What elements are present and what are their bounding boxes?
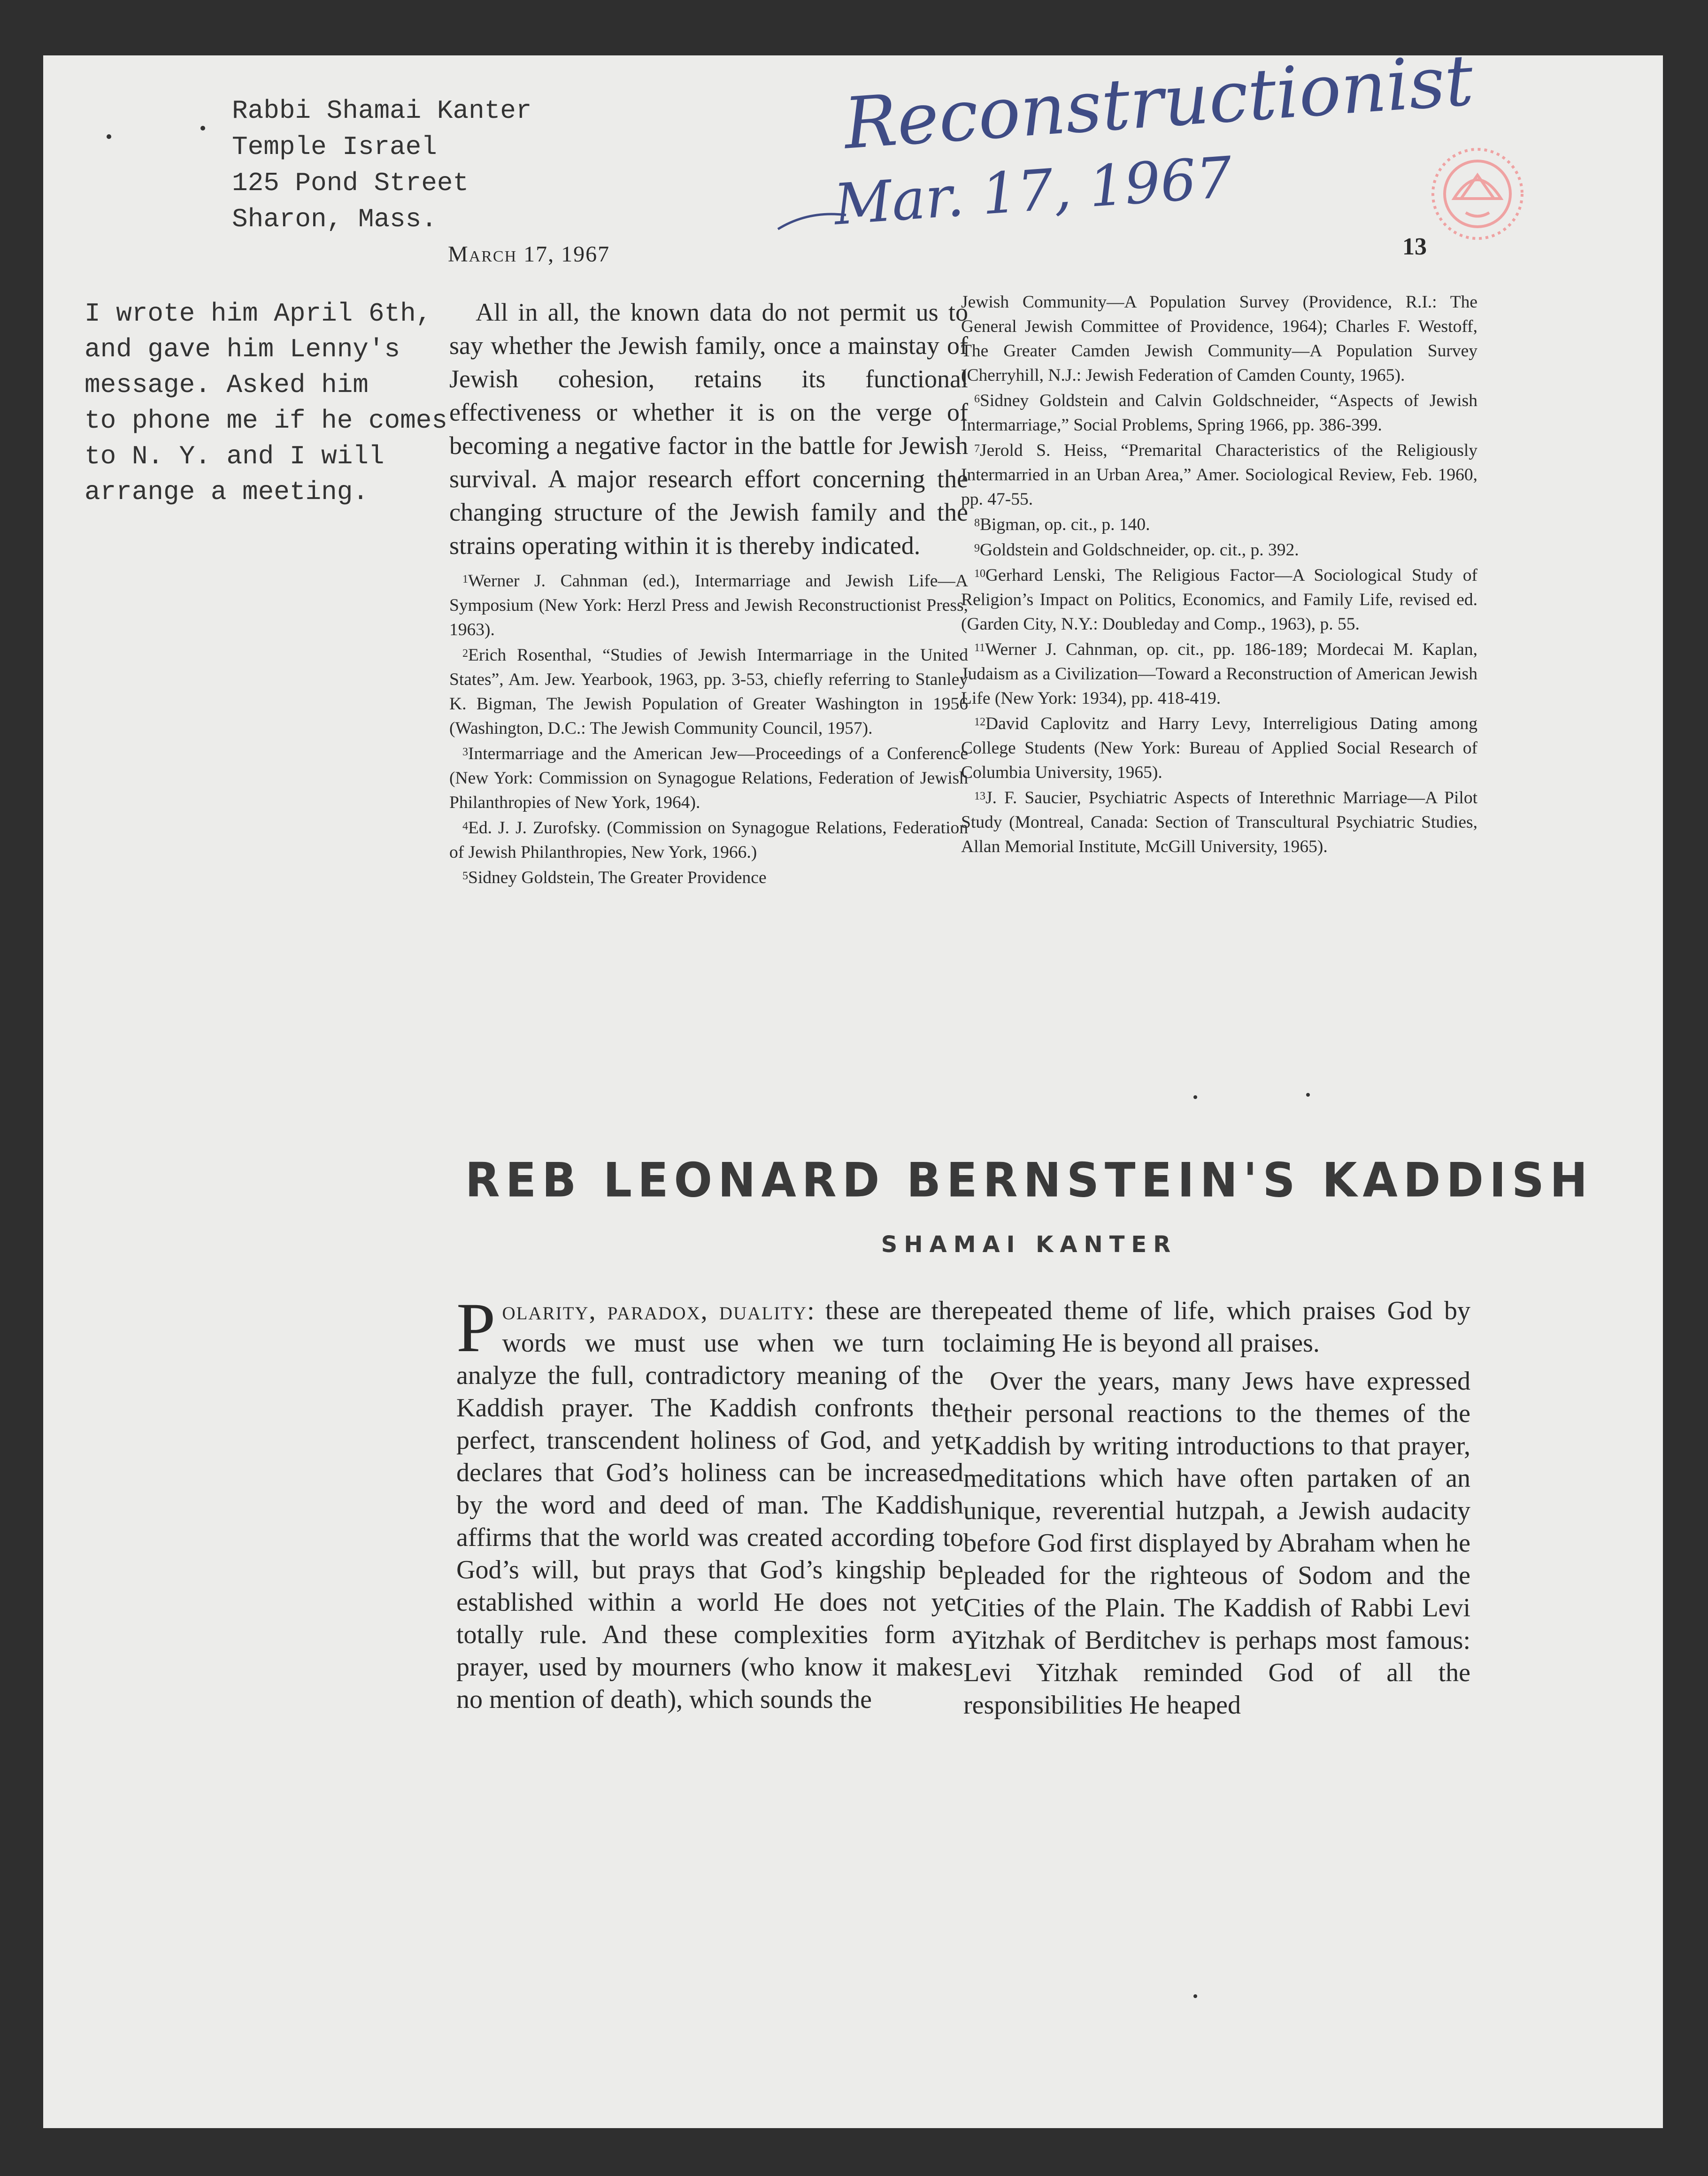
address-line: 125 Pond Street [232,168,469,198]
article-text: these are the words we must use when we turn to analyze the full, contradictory meaning of the Kaddish prayer. The Kaddish confronts the perfect, transcendent holiness of God, and yet declares that God’s holiness can be increased by the word and deed of man. The Kaddish affirms that the world was created according to God’s will, but prays that God’s kingship be established within a world He does not yet totally rule. And these complexities form a prayer, used by mourners (who know it makes no mention of death), which sounds the [456,1296,963,1714]
footnote-2: $^2$Erich Rosenthal, “Studies of Jewish Intermarriage in the United States”, Am. Jew. Yearbook, 1963, pp. 3-53, chiefly referring to Stanley K. Bigman, The Jewish Population of Greater Washington in 1956 (Washington, D.C.: The Jewish Community Council, 1957). [449,646,968,738]
address-line: Rabbi Shamai Kanter [232,96,532,126]
footnote-8: $^8$Bigman, op. cit., p. 140. [974,515,1150,534]
footnote-3: $^3$Intermarriage and the American Jew—Proceedings of a Conference (New York: Commission on Synagogue Relations, Federation of Jewish Philanthropies of New York, 1964). [449,744,968,812]
margin-note [85,296,447,510]
article-title: REB LEONARD BERNSTEIN'S KADDISH [465,1153,1593,1208]
page-number: 13 [1402,233,1427,260]
footnote-13: $^{13}$J. F. Saucier, Psychiatric Aspects of Interethnic Marriage—A Pilot Study (Montreal, Canada: Section of Transcultural Psychiatric Studies, Allan Memorial Institute, McGill University, 1965). [961,788,1477,856]
footnote-1: $^1$Werner J. Cahnman (ed.), Intermarriage and Jewish Life—A Symposium (New York: Herzl Press and Jewish Reconstructionist Press, 1963). [449,571,968,639]
margin-note-line: and gave him Lenny's [85,334,400,364]
drop-cap: P [456,1289,496,1367]
article-opening [456,1289,963,1716]
margin-note-line: arrange a meeting. [85,477,369,507]
footnote-9: $^9$Goldstein and Goldschneider, op. cit., p. 392. [974,540,1299,560]
footnote-4: $^4$Ed. J. J. Zurofsky. (Commission on Synagogue Relations, Federation of Jewish Philanthropies, New York, 1966.) [449,818,968,862]
footnotes-left [449,569,968,890]
margin-note-line: to phone me if he comes [85,406,447,436]
pen-stroke [776,206,851,234]
ink-mark [200,126,205,131]
ink-mark [1193,1994,1197,1998]
address-line: Temple Israel [232,132,437,162]
footnote-6: $^6$Sidney Goldstein and Calvin Goldschneider, “Aspects of Jewish Intermarriage,” Social Problems, Spring 1966, pp. 386-399. [961,391,1477,435]
article-column-2 [963,1295,1470,1722]
margin-note-line: I wrote him April 6th, [85,299,432,329]
ink-mark [107,134,111,139]
footnote-7: $^7$Jerold S. Heiss, “Premarital Characteristics of the Religiously Intermarried in an Urban Area,” Amer. Sociological Review, Feb. 1960, pp. 47-55. [961,441,1477,509]
article-paragraph: repeated theme of life, which praises God by claiming He is beyond all praises. [963,1296,1470,1358]
article-column-1 [456,1289,963,1716]
document-page [43,39,1663,2128]
left-column [449,296,968,891]
handwritten-date: Mar. 17, 1967 [832,145,1234,238]
article-paragraph: Over the years, many Jews have expressed their personal reactions to the themes of the Kaddish by writing introductions to that prayer, meditations which have often partaken of an unique, reverential hutzpah, a Jewish audacity before God first displayed by Abraham when he pleaded for the righteous of Sodom and the Cities of the Plain. The Kaddish of Rabbi Levi Yitzhak of Berditchev is perhaps most famous: Levi Yitzhak reminded God of all the responsibilities He heaped [963,1367,1470,1720]
margin-note-line: to N. Y. and I will [85,441,385,471]
footnote-5: $^5$Sidney Goldstein, The Greater Providence [462,868,767,887]
margin-note-line: message. Asked him [85,370,369,400]
issue-date: March 17, 1967 [448,242,610,267]
closing-paragraph: All in all, the known data do not permit us to say whether the Jewish family, once a mainstay of Jewish cohesion, retains its functional effectiveness or whether it is on the verge of becoming a negative factor in the battle for Jewish survival. A major research effort concerning the changing structure of the Jewish family and the strains operating within it is thereby indicated. [449,298,968,560]
footnote-5-continued: Jewish Community—A Population Survey (Providence, R.I.: The General Jewish Committee of Providence, 1964); Charles F. Westoff, The Greater Camden Jewish Community—A Population Survey (Cherryhill, N.J.: Jewish Federation of Camden County, 1965). [961,292,1477,385]
footnotes-right [961,290,1477,860]
footnote-10: $^{10}$Gerhard Lenski, The Religious Factor—A Sociological Study of Religion’s Impact on Politics, Economics, and Family Life, revised ed. (Garden City, N.Y.: Doubleday and Comp., 1963), p. 55. [961,566,1477,634]
lead-in: olarity, paradox, duality: [502,1296,816,1325]
handwritten-note: Reconstructionist [841,39,1476,165]
address-block [232,93,532,238]
ink-mark [1306,1093,1310,1097]
footnote-11: $^{11}$Werner J. Cahnman, op. cit., pp. 186-189; Mordecai M. Kaplan, Judaism as a Civilization—Toward a Reconstruction of American Jewish Life (New York: 1934), pp. 418-419. [961,640,1477,708]
address-line: Sharon, Mass. [232,204,437,234]
footnote-12: $^{12}$David Caplovitz and Harry Levy, Interreligious Dating among College Students (New York: Bureau of Applied Social Research of Columbia University, 1965). [961,714,1477,782]
article-byline: SHAMAI KANTER [881,1231,1177,1258]
ink-mark [1193,1095,1197,1099]
library-stamp [1426,142,1529,246]
